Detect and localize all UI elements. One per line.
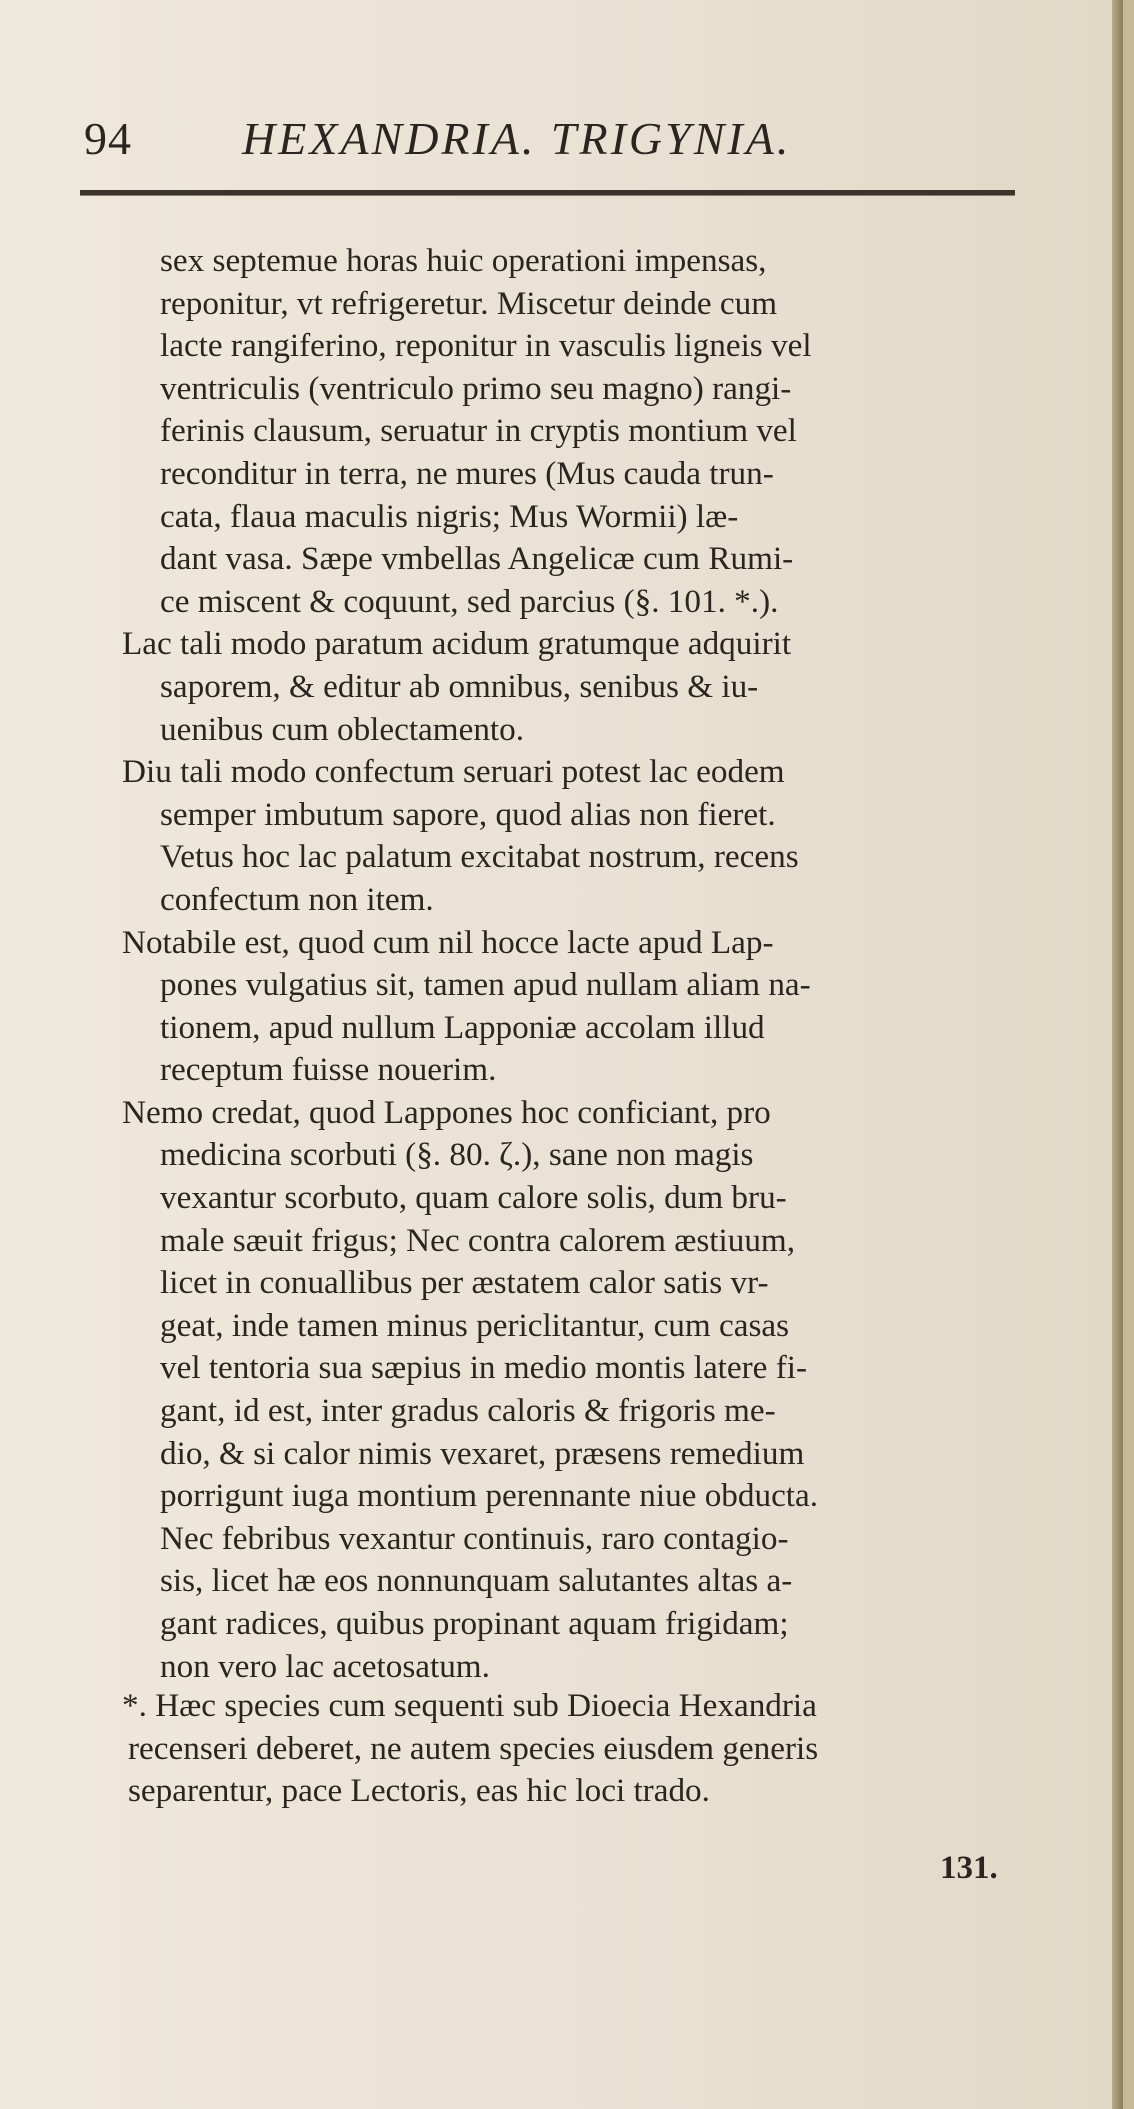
text-line: confectum non item.: [160, 880, 434, 918]
text-line: Notabile est, quod cum nil hocce lacte apud Lap-: [122, 923, 774, 961]
text-line: tionem, apud nullum Lapponiæ accolam illud: [160, 1008, 765, 1046]
main-text: [122, 240, 1022, 1688]
text-line: lacte rangiferino, reponitur in vasculis ligneis vel: [160, 327, 812, 365]
paragraph: [122, 623, 1022, 751]
text-line: Lac tali modo paratum acidum gratumque adquirit: [122, 625, 792, 663]
text-line: porrigunt iuga montium perennante niue obducta.: [160, 1477, 819, 1515]
footnote-line: recenseri deberet, ne autem species eiusdem generis: [128, 1729, 819, 1767]
paragraph: [122, 1092, 1022, 1688]
paragraph: [122, 240, 1022, 623]
text-line: Nec febribus vexantur continuis, raro contagio-: [160, 1519, 789, 1557]
catchword: 131.: [940, 1850, 998, 1886]
text-line: gant radices, quibus propinant aquam frigidam;: [160, 1605, 789, 1642]
text-line: reponitur, vt refrigeretur. Miscetur deinde cum: [160, 284, 778, 322]
text-line: semper imbutum sapore, quod alias non fieret.: [160, 795, 776, 833]
text-line: saporem, & editur ab omnibus, senibus & iu-: [160, 667, 759, 705]
text-line: vexantur scorbuto, quam calore solis, dum bru-: [160, 1179, 787, 1217]
text-line: ventriculis (ventriculo primo seu magno) rangi-: [160, 369, 792, 407]
header-rule: [80, 190, 1015, 196]
text-line: gant, id est, inter gradus caloris & frigoris me-: [160, 1392, 776, 1430]
text-line: ferinis clausum, seruatur in cryptis montium vel: [160, 412, 797, 450]
text-line: sis, licet hæ eos nonnunquam salutantes altas a-: [160, 1562, 793, 1600]
text-line: male sæuit frigus; Nec contra calorem æstiuum,: [160, 1221, 796, 1259]
footnote: [122, 1685, 1022, 1813]
text-line: vel tentoria sua sæpius in medio montis latere fi-: [160, 1349, 808, 1387]
text-line: Nemo credat, quod Lappones hoc conficiant, pro: [122, 1093, 771, 1131]
text-line: dio, & si calor nimis vexaret, præsens remedium: [160, 1434, 805, 1472]
paragraph: [122, 751, 1022, 921]
text-line: ce miscent & coquunt, sed parcius (§. 101. *.).: [160, 582, 779, 620]
text-line: sex septemue horas huic operationi impensas,: [160, 242, 767, 279]
text-line: uenibus cum oblectamento.: [160, 710, 525, 748]
page-number: 94: [84, 113, 132, 164]
footnote-line: separentur, pace Lectoris, eas hic loci trado.: [128, 1772, 710, 1810]
text-line: Diu tali modo confectum seruari potest lac eodem: [122, 753, 785, 791]
text-line: receptum fuisse nouerim.: [160, 1051, 497, 1089]
text-line: reconditur in terra, ne mures (Mus cauda trun-: [160, 454, 774, 492]
text-line: medicina scorbuti (§. 80. ζ.), sane non magis: [160, 1136, 754, 1174]
page-header: [80, 112, 1015, 172]
text-line: non vero lac acetosatum.: [160, 1647, 490, 1685]
text-line: cata, flaua maculis nigris; Mus Wormii) læ-: [160, 497, 739, 535]
footnote-line: *. Hæc species cum sequenti sub Dioecia Hexandria: [122, 1687, 817, 1724]
running-head: HEXANDRIA. TRIGYNIA.: [242, 113, 792, 164]
paragraph: [122, 922, 1022, 1092]
text-line: pones vulgatius sit, tamen apud nullam aliam na-: [160, 966, 811, 1004]
text-line: licet in conuallibus per æstatem calor satis vr-: [160, 1264, 769, 1302]
text-line: geat, inde tamen minus periclitantur, cum casas: [160, 1306, 790, 1344]
page-edge: [1112, 0, 1123, 2109]
text-line: dant vasa. Sæpe vmbellas Angelicæ cum Rumi-: [160, 540, 794, 578]
text-line: Vetus hoc lac palatum excitabat nostrum, recens: [160, 838, 799, 876]
